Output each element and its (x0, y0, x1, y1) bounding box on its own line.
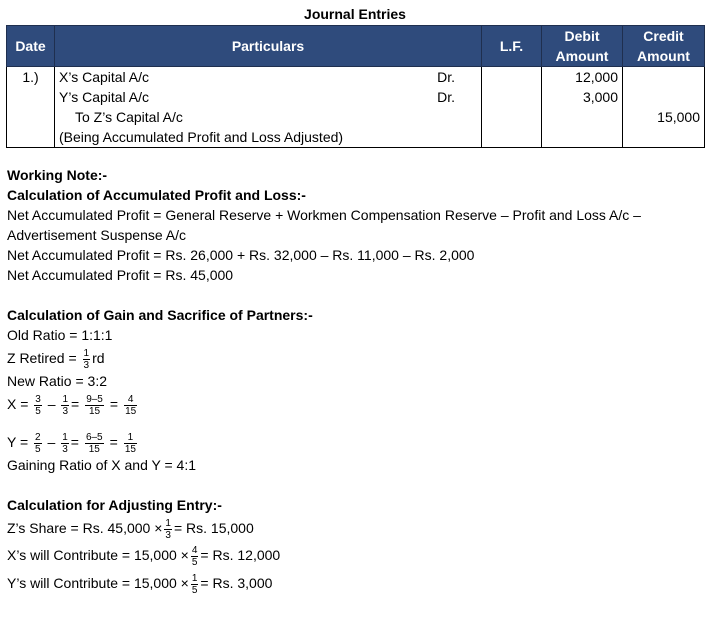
denominator: 15 (88, 405, 101, 417)
particulars-text: X’s Capital A/c (59, 69, 150, 85)
fraction (61, 432, 69, 455)
row-lf (482, 87, 542, 107)
text-line: Advertisement Suspense A/c (7, 227, 186, 243)
row-debit (542, 107, 623, 127)
fraction (34, 432, 42, 455)
numerator: 1 (165, 517, 171, 529)
header-credit-line2: Amount (637, 48, 690, 64)
header-debit (542, 26, 623, 67)
working-notes (7, 165, 707, 596)
fraction (191, 545, 199, 568)
row-particulars (55, 127, 482, 148)
page-title: Journal Entries (304, 6, 406, 22)
numerator: 9–5 (86, 393, 103, 405)
text-line: Net Accumulated Profit = Rs. 26,000 + Rs. 32,000 – Rs. 11,000 – Rs. 2,000 (7, 247, 475, 263)
denominator: 3 (83, 359, 90, 371)
fraction (124, 432, 137, 455)
row-date (7, 107, 55, 127)
table-row (7, 107, 705, 127)
header-credit (623, 26, 705, 67)
text-line: Gaining Ratio of X and Y = 4:1 (7, 457, 197, 473)
numerator: 2 (35, 431, 41, 443)
fraction (34, 394, 42, 417)
numerator: 1 (62, 393, 68, 405)
label: Z Retired = (7, 350, 81, 366)
numerator: 4 (191, 544, 198, 556)
table-row (7, 127, 705, 148)
section-heading: Calculation of Gain and Sacrifice of Partners:- (7, 307, 313, 323)
label: = Rs. 3,000 (200, 575, 273, 591)
row-particulars (55, 67, 482, 88)
numerator: 4 (124, 394, 137, 406)
denominator: 15 (125, 405, 137, 417)
denominator: 5 (191, 584, 198, 596)
table-row (7, 67, 705, 88)
minus: – (47, 396, 56, 412)
row-lf (482, 127, 542, 148)
equals: = (71, 396, 80, 412)
numerator: 1 (83, 347, 90, 359)
header-lf: L.F. (482, 26, 542, 67)
numerator: 6–5 (85, 431, 103, 443)
header-particulars: Particulars (55, 26, 482, 67)
fraction (191, 573, 199, 596)
numerator: 1 (124, 432, 137, 444)
table-header-row (7, 26, 705, 67)
section-heading: Calculation of Accumulated Profit and Loss:- (7, 187, 306, 203)
denominator: 3 (165, 529, 171, 541)
row-credit (623, 127, 705, 148)
row-debit: 12,000 (542, 67, 623, 88)
fraction (61, 394, 69, 417)
label: = Rs. 12,000 (200, 547, 281, 563)
label: rd (92, 350, 105, 366)
row-credit (623, 87, 705, 107)
fraction (85, 432, 104, 455)
row-date (7, 87, 55, 107)
row-debit: 3,000 (542, 87, 623, 107)
row-debit (542, 127, 623, 148)
spacer (7, 417, 707, 429)
row-credit: 15,000 (623, 107, 705, 127)
dr-label: Dr. (437, 89, 455, 105)
fraction (85, 394, 104, 417)
working-note-heading: Working Note:- (7, 167, 108, 183)
row-credit (623, 67, 705, 88)
label: = Rs. 15,000 (173, 520, 254, 536)
label: Z’s Share = Rs. 45,000 × (7, 520, 163, 536)
x-calc-line (7, 391, 707, 417)
text-line: Net Accumulated Profit = Rs. 45,000 (7, 267, 234, 283)
denominator: 3 (62, 405, 68, 417)
header-debit-line1: Debit (564, 28, 600, 44)
numerator: 1 (191, 572, 198, 584)
dr-label: Dr. (437, 69, 455, 85)
text-line: Old Ratio = 1:1:1 (7, 327, 113, 343)
label: X = (7, 396, 33, 412)
z-share-line (7, 515, 707, 541)
equals: = (109, 434, 118, 450)
particulars-text: Y’s Capital A/c (59, 89, 150, 105)
header-credit-line1: Credit (643, 28, 684, 44)
table-row (7, 87, 705, 107)
equals: = (109, 396, 119, 412)
denominator: 15 (88, 443, 100, 455)
particulars-text: To Z’s Capital A/c (75, 109, 183, 125)
text-line: New Ratio = 3:2 (7, 373, 107, 389)
fraction (164, 518, 172, 541)
header-date: Date (7, 26, 55, 67)
row-date (7, 127, 55, 148)
denominator: 15 (124, 443, 136, 455)
denominator: 3 (62, 443, 68, 455)
row-lf (482, 67, 542, 88)
label: X’s will Contribute = 15,000 × (7, 547, 189, 563)
y-contrib-line (7, 570, 707, 596)
z-retired-line (7, 345, 707, 371)
label: Y = (7, 434, 33, 450)
x-contrib-line (7, 542, 707, 568)
denominator: 5 (35, 405, 41, 417)
fraction (124, 394, 137, 417)
denominator: 5 (35, 443, 41, 455)
fraction (83, 348, 91, 371)
row-particulars (55, 107, 482, 127)
text-line: Net Accumulated Profit = General Reserve + Workmen Compensation Reserve – Profit and Loss A/c – (7, 207, 641, 223)
minus: – (47, 434, 56, 450)
row-lf (482, 107, 542, 127)
row-date: 1.) (7, 67, 55, 88)
particulars-text: (Being Accumulated Profit and Loss Adjusted) (59, 129, 344, 145)
numerator: 1 (62, 431, 68, 443)
row-particulars (55, 87, 482, 107)
y-calc-line (7, 429, 707, 455)
spacer (7, 475, 707, 495)
spacer (7, 285, 707, 305)
section-heading: Calculation for Adjusting Entry:- (7, 497, 222, 513)
numerator: 3 (35, 393, 41, 405)
header-debit-line2: Amount (555, 48, 609, 64)
journal-table (6, 25, 705, 148)
equals: = (70, 434, 79, 450)
denominator: 5 (191, 556, 198, 568)
label: Y’s will Contribute = 15,000 × (7, 575, 189, 591)
